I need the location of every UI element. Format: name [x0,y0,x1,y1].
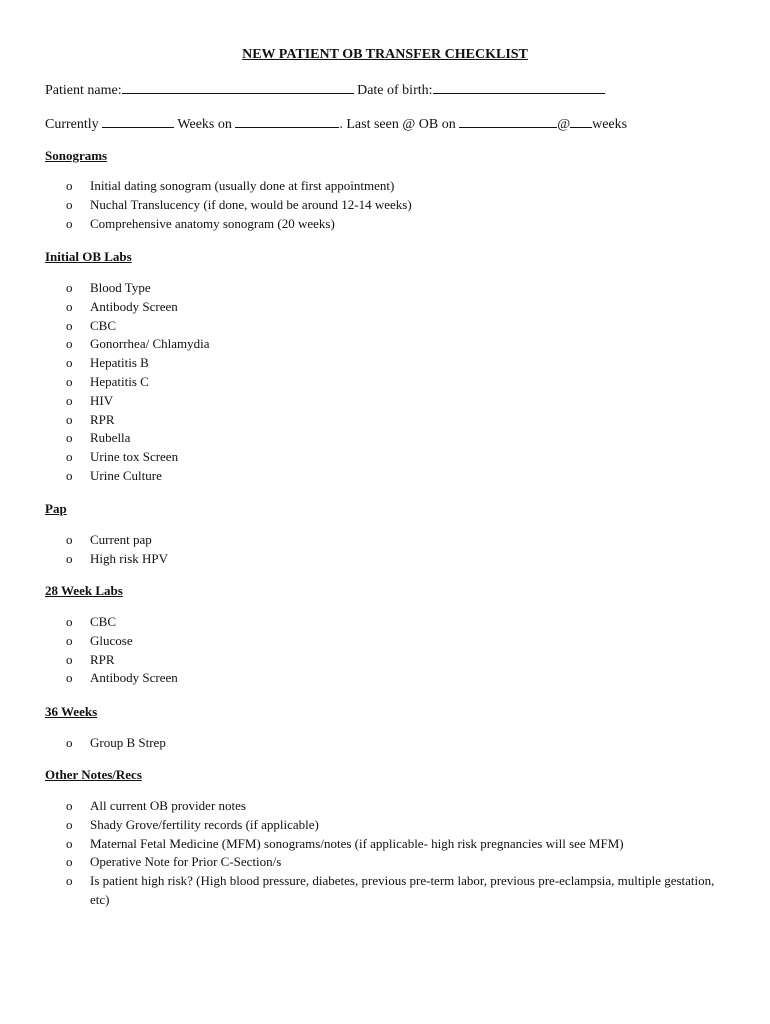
checkbox-circle-icon[interactable]: o [66,532,73,547]
checklist-item[interactable] [66,279,726,298]
checklist-item-label: Gonorrhea/ Chlamydia [90,336,210,352]
checkbox-circle-icon[interactable]: o [66,651,73,667]
checklist-list [66,613,726,688]
weeks-label: weeks [592,117,628,132]
checklist-item-label: Rubella [90,430,131,446]
checkbox-circle-icon[interactable]: o [66,317,73,333]
checkbox-circle-icon[interactable]: o [66,614,73,629]
checkbox-circle-icon[interactable]: o [66,873,73,889]
checklist-item[interactable] [66,734,726,753]
dob-field[interactable] [433,81,605,94]
checklist-item-label: Group B Strep [90,735,166,750]
checklist-item-label: RPR [90,651,115,667]
section-heading: Initial OB Labs [45,249,132,264]
checklist-item[interactable] [66,411,726,430]
checklist-item-label: Is patient high risk? (High blood pressure, diabetes, previous pre-term labor, previous pre-eclampsia, multiple gestation, etc) [90,873,715,907]
checkbox-circle-icon[interactable]: o [66,835,73,851]
checklist-item[interactable] [66,467,726,486]
last-seen-label: . Last seen @ OB on [339,117,456,132]
checklist-item-label: All current OB provider notes [90,798,246,813]
checklist-item-label: Current pap [90,532,152,547]
checklist-item[interactable] [66,317,726,336]
checklist-item-label: Shady Grove/fertility records (if applicable) [90,816,319,832]
page-title: NEW PATIENT OB TRANSFER CHECKLIST [242,47,528,62]
checklist-item[interactable] [66,797,726,816]
checklist-item-label: Hepatitis C [90,373,149,389]
checkbox-circle-icon[interactable]: o [66,430,73,446]
last-seen-date-field[interactable] [459,115,557,128]
checkbox-circle-icon[interactable]: o [66,392,73,408]
checklist-item[interactable] [66,335,726,354]
checklist-item-label: Operative Note for Prior C-Section/s [90,854,282,870]
checklist-list [66,279,726,486]
checklist-item[interactable] [66,613,726,632]
checklist-item[interactable] [66,354,726,373]
checklist-list [66,177,726,233]
checklist-item-label: Antibody Screen [90,298,178,314]
checklist-item[interactable] [66,177,726,196]
patient-info-line [45,81,605,99]
checklist-item-label: Hepatitis B [90,355,149,371]
checklist-item[interactable] [66,429,726,448]
currently-label: Currently [45,117,99,132]
checklist-item[interactable] [66,550,726,569]
checkbox-circle-icon[interactable]: o [66,854,73,870]
checklist-item-label: Maternal Fetal Medicine (MFM) sonograms/notes (if applicable- high risk pregnancies will see MFM) [90,835,624,851]
checklist-item-label: HIV [90,392,114,408]
checklist-item-label: Nuchal Translucency (if done, would be around 12-14 weeks) [90,196,412,212]
checklist-item[interactable] [66,816,726,835]
checkbox-circle-icon[interactable]: o [66,178,73,193]
checklist-item-label: CBC [90,317,117,333]
checklist-item-label: Initial dating sonogram (usually done at first appointment) [90,178,395,193]
checklist-item[interactable] [66,531,726,550]
checkbox-circle-icon[interactable]: o [66,336,73,352]
checkbox-circle-icon[interactable]: o [66,735,73,750]
dob-label: Date of birth: [357,83,433,98]
section-heading: 28 Week Labs [45,583,123,598]
checklist-item[interactable] [66,835,726,854]
checklist-item[interactable] [66,651,726,670]
weeks-on-date-field[interactable] [235,115,339,128]
checklist-item-label: Blood Type [90,280,151,295]
section-heading: Pap [45,501,67,516]
currently-weeks-field[interactable] [102,115,174,128]
checklist-item-label: Antibody Screen [90,670,178,686]
checklist-item[interactable] [66,392,726,411]
checkbox-circle-icon[interactable]: o [66,798,73,813]
checklist-item[interactable] [66,853,726,872]
checklist-item[interactable] [66,669,726,688]
checklist-item-label: CBC [90,614,117,629]
checklist-item-label: RPR [90,411,115,427]
patient-name-label: Patient name: [45,83,122,98]
checklist-item-label: Glucose [90,632,133,648]
checkbox-circle-icon[interactable]: o [66,196,73,212]
checkbox-circle-icon[interactable]: o [66,816,73,832]
checkbox-circle-icon[interactable]: o [66,373,73,389]
checklist-item[interactable] [66,872,726,910]
checklist-item-label: Urine Culture [90,467,162,483]
checkbox-circle-icon[interactable]: o [66,280,73,295]
checklist-item[interactable] [66,632,726,651]
section-heading: Sonograms [45,148,108,163]
gestation-line [45,115,627,133]
section-heading: Other Notes/Recs [45,767,142,782]
at-label: @ [557,117,571,132]
checkbox-circle-icon[interactable]: o [66,449,73,465]
checkbox-circle-icon[interactable]: o [66,215,73,231]
checklist-item[interactable] [66,215,726,234]
checklist-item-label: High risk HPV [90,550,169,566]
checklist-list [66,797,726,910]
checklist-list [66,734,726,753]
checklist-list [66,531,726,569]
checkbox-circle-icon[interactable]: o [66,632,73,648]
checklist-item-label: Comprehensive anatomy sonogram (20 weeks) [90,215,335,231]
checkbox-circle-icon[interactable]: o [66,467,73,483]
checkbox-circle-icon[interactable]: o [66,298,73,314]
checkbox-circle-icon[interactable]: o [66,411,73,427]
checklist-item[interactable] [66,298,726,317]
checkbox-circle-icon[interactable]: o [66,670,73,686]
checkbox-circle-icon[interactable]: o [66,550,73,566]
checkbox-circle-icon[interactable]: o [66,355,73,371]
checklist-item[interactable] [66,196,726,215]
checklist-item-label: Urine tox Screen [90,449,179,465]
section-heading: 36 Weeks [45,704,98,719]
patient-name-field[interactable] [122,81,354,94]
checklist-item[interactable] [66,373,726,392]
last-seen-weeks-field[interactable] [570,115,592,128]
weeks-on-label: Weeks on [177,117,232,132]
checklist-item[interactable] [66,448,726,467]
